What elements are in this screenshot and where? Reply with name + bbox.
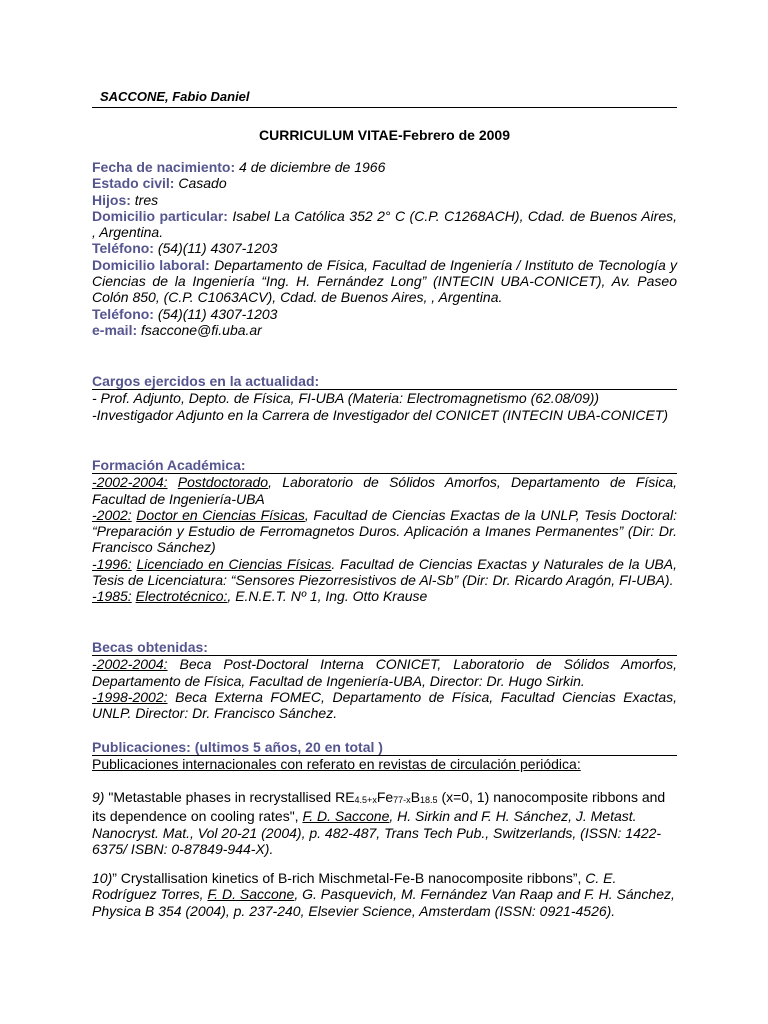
formacion-period: -2002: — [92, 506, 132, 523]
beca-detail: Beca Post-Doctoral Interna CONICET, Laboratorio de Sólidos Amorfos, Departamento de Física, Facultad de Ingeniería-UBA, Director: Dr. Hugo Sirkin. — [92, 656, 677, 689]
beca-item — [92, 689, 677, 722]
cv-owner-name: SACCONE, Fabio Daniel — [100, 89, 250, 104]
birth-label: Fecha de nacimiento: — [92, 159, 236, 175]
pub-author-highlight: F. D. Saccone — [302, 808, 390, 825]
formacion-detail: , Laboratorio de Sólidos Amorfos, Departamento de Física, Facultad de Ingeniería-UBA — [92, 474, 677, 507]
becas-heading: Becas obtenidas: — [92, 639, 677, 656]
pub-number: 10) — [92, 870, 113, 886]
formacion-detail: , E.N.E.T. Nº 1, Ing. Otto Krause — [227, 588, 428, 605]
cargos-heading: Cargos ejercidos en la actualidad: — [92, 373, 677, 390]
formacion-item — [92, 507, 677, 556]
pub-10 — [92, 870, 677, 919]
civil-label: Estado civil: — [92, 175, 175, 192]
pub-sub2: 77-x — [393, 795, 411, 805]
phone1-value: (54)(11) 4307-1203 — [157, 240, 278, 257]
beca-detail: Beca Externa FOMEC, Departamento de Física, Facultad Ciencias Exactas, UNLP. Director: Dr. Francisco Sánchez. — [92, 688, 677, 722]
formacion-degree: Doctor en Ciencias Físicas — [136, 506, 305, 523]
email-row — [92, 322, 677, 338]
pub-rest: , G. Pasquevich, M. Fernández Van Raap and F. H. Sánchez, Physica B 354 (2004), p. 237-240, Elsevier Science, Amsterdam (ISSN: 0921-4526). — [92, 886, 675, 919]
beca-item — [92, 656, 677, 689]
formacion-period: -1996: — [92, 555, 132, 572]
kids-value: tres — [134, 191, 159, 208]
cargo-item: -Investigador Adjunto en la Carrera de Investigador del CONICET (INTECIN UBA-CONICET) — [92, 406, 669, 423]
kids-label: Hijos: — [92, 191, 131, 208]
formacion-item — [92, 588, 677, 604]
cargo-item: - Prof. Adjunto, Depto. de Física, FI-UBA (Materia: Electromagnetismo (62.08/09)) — [92, 390, 600, 407]
kids-row — [92, 192, 677, 208]
pub-sub3: 18.5 — [420, 795, 438, 805]
pub-10-entry — [92, 870, 677, 919]
pub-author-highlight: F. D. Saccone — [207, 886, 295, 903]
publicaciones-heading: Publicaciones: (ultimos 5 años, 20 en total ) — [92, 739, 677, 756]
personal-info — [92, 159, 677, 338]
formacion-item — [92, 474, 677, 507]
document-title: CURRICULUM VITAE-Febrero de 2009 — [258, 127, 510, 143]
becas-section — [92, 639, 677, 721]
pub-title-b: Fe — [376, 789, 394, 805]
formacion-degree: Licenciado en Ciencias Físicas — [136, 555, 332, 572]
formacion-period: -1985: — [92, 588, 132, 605]
phone2-row — [92, 306, 677, 322]
formacion-degree: Electrotécnico: — [135, 588, 228, 605]
pub-rest: , H. Sirkin and F. H. Sánchez, J. Metast. Nanocryst. Mat., Vol 20-21 (2004), p. 482-487, Trans Tech Pub., Switzerlands, (ISSN: 1422-6375/ ISBN: 0-87849-944-X). — [92, 808, 662, 857]
formacion-degree: Postdoctorado — [177, 474, 269, 491]
formacion-section — [92, 457, 677, 605]
publicaciones-subheading: Publicaciones internacionales con referato en revistas de circulación periódica: — [92, 756, 581, 773]
formacion-item — [92, 556, 677, 589]
beca-period: -1998-2002: — [92, 688, 168, 705]
pub-9 — [92, 789, 677, 857]
cargos-section — [92, 373, 677, 423]
pub-title-c: B — [410, 789, 421, 805]
home-row — [92, 208, 677, 241]
phone2-value: (54)(11) 4307-1203 — [157, 305, 278, 322]
pub-number: 9) — [92, 789, 105, 805]
formacion-period: -2002-2004: — [92, 474, 168, 491]
formacion-detail: , Facultad de Ciencias Exactas de la UNLP, Tesis Doctoral: “Preparación y Estudio de Ferromagnetos Duros. Aplicación a Imanes Permanentes” (Dir: Dr. Francisco Sánchez) — [92, 506, 677, 556]
civil-value: Casado — [178, 175, 227, 192]
civil-row — [92, 175, 677, 191]
home-value: Isabel La Católica 352 2° C (C.P. C1268ACH), Cdad. de Buenos Aires, , Argentina. — [92, 207, 678, 241]
work-label: Domicilio laboral: — [92, 256, 210, 273]
work-row — [92, 257, 677, 306]
formacion-heading: Formación Académica: — [92, 457, 677, 474]
email-value: fsaccone@fi.uba.ar — [141, 321, 262, 338]
beca-period: -2002-2004: — [92, 656, 168, 673]
header-divider — [92, 107, 677, 108]
email-label: e-mail: — [92, 321, 138, 338]
phone1-label: Teléfono: — [92, 240, 154, 257]
home-label: Domicilio particular: — [92, 207, 228, 224]
phone2-label: Teléfono: — [92, 305, 154, 322]
phone1-row — [92, 240, 677, 256]
birth-row — [92, 159, 677, 175]
publicaciones-section — [92, 739, 677, 773]
pub-sub1: 4.5+x — [354, 795, 377, 805]
birth-value: 4 de diciembre de 1966 — [239, 159, 386, 175]
work-value: Departamento de Física, Facultad de Ingeniería / Instituto de Tecnología y Ciencias de la Ingeniería “Ing. H. Fernández Long” (INTECIN UBA-CONICET), Av. Paseo Colón 850, (C.P. C1063ACV), Cdad. de Buenos Aires, , Argentina. — [92, 256, 677, 306]
pub-9-entry — [92, 789, 677, 857]
formacion-detail: . Facultad de Ciencias Exactas y Naturales de la UBA, Tesis de Licenciatura: “Sensores Piezorresistivos de Al-Sb” (Dir: Dr. Ricardo Aragón, FI-UBA). — [92, 555, 677, 589]
pub-title: ” Crystallisation kinetics of B-rich Mischmetal-Fe-B nanocomposite ribbons”, — [112, 870, 586, 886]
pub-title-a: "Metastable phases in recrystallised RE — [104, 789, 355, 805]
pub-title-d: (x=0, 1) nanocomposite ribbons and its dependence on cooling rates", — [92, 789, 666, 825]
pub-authors-a: C. E. Rodríguez Torres, — [92, 870, 617, 903]
